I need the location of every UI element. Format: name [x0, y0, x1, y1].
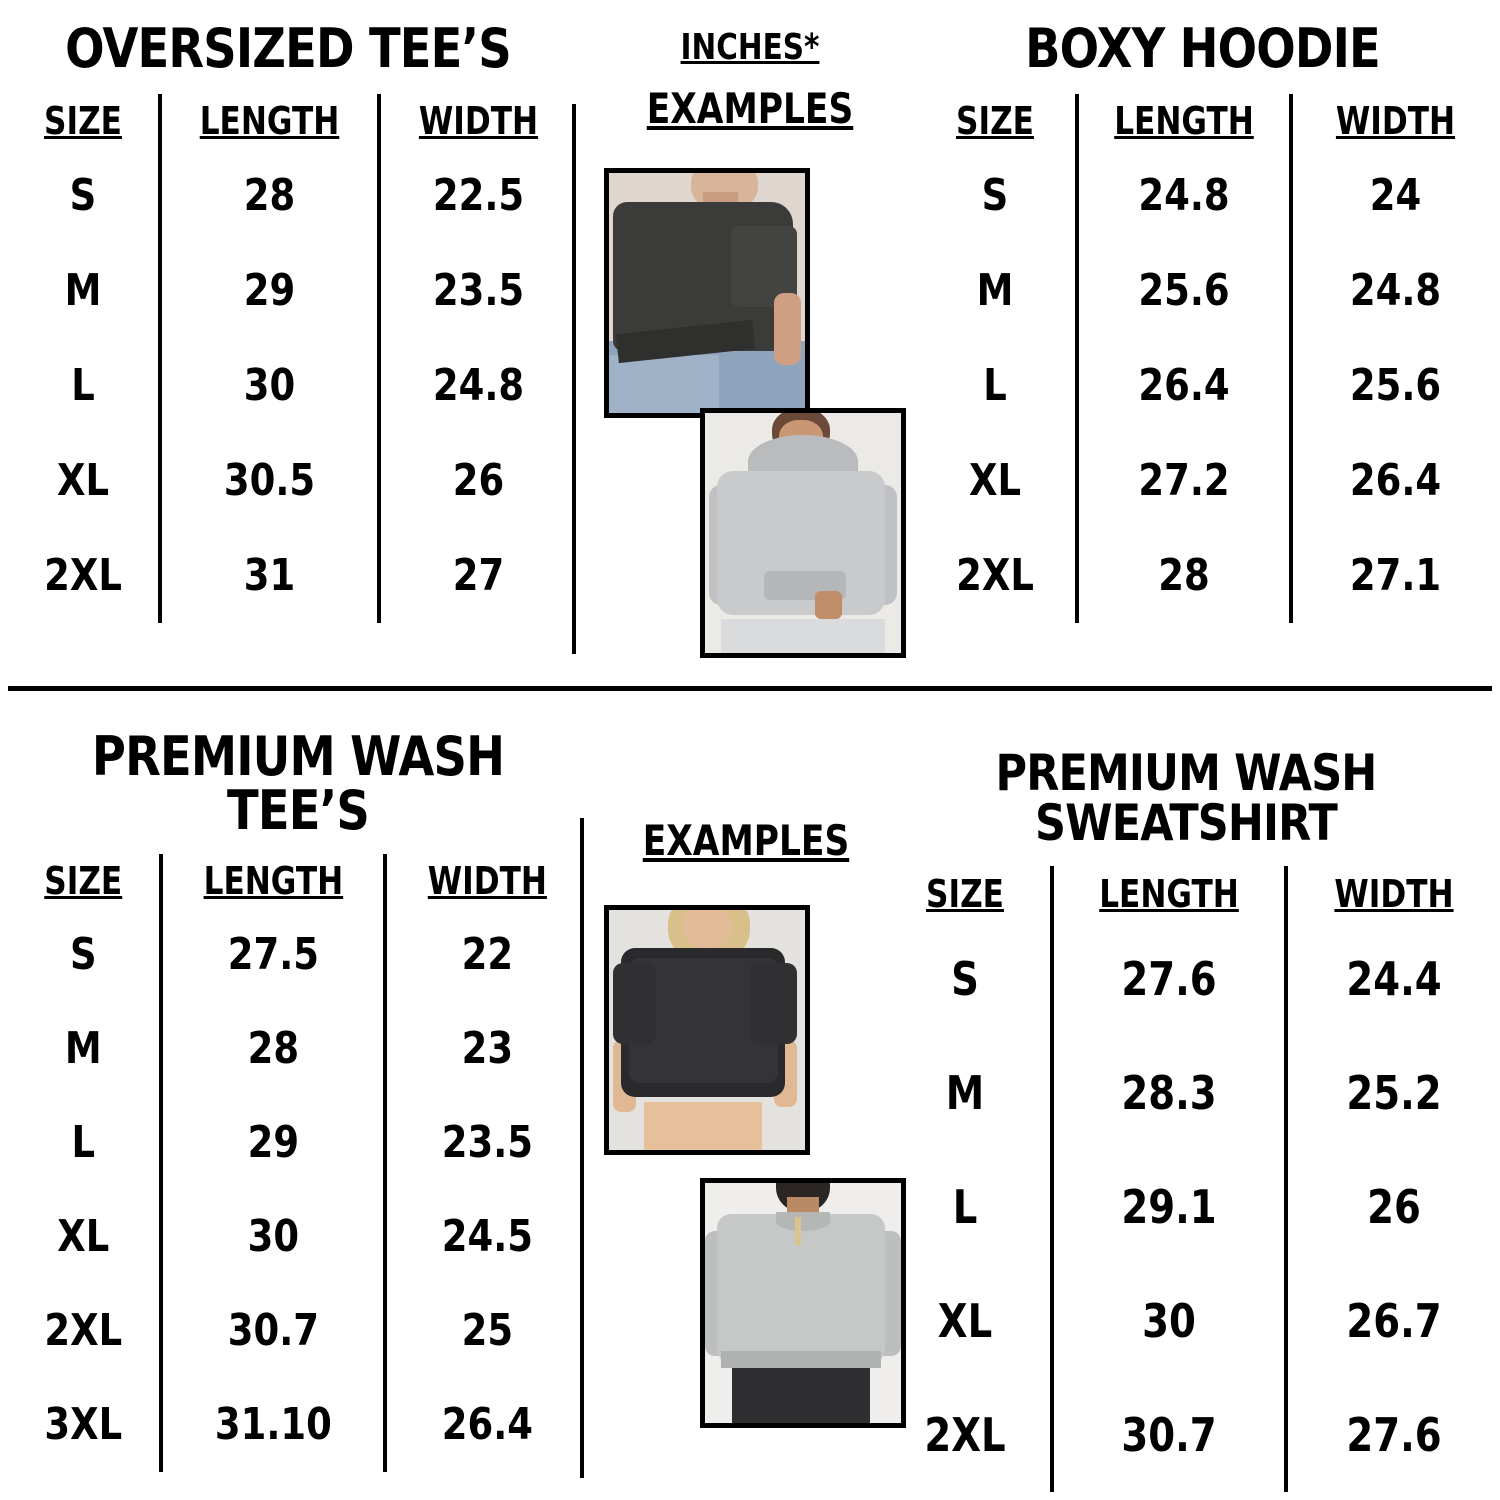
table-row [915, 528, 1498, 623]
divider-bottom-left [580, 818, 584, 1478]
cell-width: 26.4 [442, 1399, 534, 1450]
cell-length: 29 [243, 264, 296, 316]
cell-width: 26 [1367, 1180, 1421, 1234]
cell-length: 25.6 [1138, 264, 1230, 316]
oversized-tee-title: OVERSIZED TEE’S [65, 17, 511, 80]
cell-size: L [952, 1180, 978, 1234]
photo-premium-wash-sweatshirt-art [705, 1183, 901, 1423]
divider-top-left [572, 104, 576, 654]
cell-width: 27 [452, 549, 505, 601]
cell-length: 28 [247, 1023, 299, 1074]
cell-size: 2XL [924, 1408, 1006, 1462]
cell-width: 26.4 [1349, 454, 1442, 506]
cell-length: 30.7 [227, 1305, 319, 1356]
panel-bottom-examples [596, 816, 896, 865]
panel-premium-wash-tee [8, 725, 588, 1472]
col-head-width: WIDTH [428, 859, 548, 903]
premium-wash-sweatshirt-title: PREMIUM WASH SWEATSHIRT [995, 744, 1377, 852]
examples-label-top: EXAMPLES [646, 84, 854, 133]
cell-length: 28 [1158, 549, 1210, 601]
cell-size: S [69, 929, 97, 980]
cell-size: L [983, 359, 1007, 411]
cell-length: 30.5 [223, 454, 316, 506]
cell-length: 30 [1142, 1294, 1196, 1348]
cell-size: 3XL [44, 1399, 123, 1450]
table-row [880, 1378, 1500, 1492]
table-row [915, 338, 1498, 433]
cell-size: L [71, 359, 95, 411]
col-head-length: LENGTH [203, 859, 343, 903]
cell-length: 30 [247, 1211, 299, 1262]
cell-length: 30.7 [1121, 1408, 1217, 1462]
cell-width: 24 [1369, 169, 1422, 221]
table-row [880, 922, 1500, 1036]
panel-oversized-tee [8, 17, 568, 623]
table-row [915, 243, 1498, 338]
cell-width: 22 [461, 929, 514, 980]
table-row [8, 148, 576, 243]
col-head-size: SIZE [956, 99, 1034, 143]
cell-width: 27.6 [1346, 1408, 1442, 1462]
cell-width: 26 [452, 454, 505, 506]
table-row [8, 243, 576, 338]
table-row [8, 528, 576, 623]
cell-size: L [71, 1117, 96, 1168]
photo-oversized-tee [604, 168, 810, 418]
table-row [8, 1190, 588, 1284]
col-head-length: LENGTH [1114, 99, 1254, 143]
panel-top-examples [590, 22, 910, 133]
table-row [8, 1096, 588, 1190]
cell-width: 27.1 [1349, 549, 1442, 601]
boxy-hoodie-table [915, 94, 1498, 623]
table-row [8, 433, 576, 528]
cell-width: 26.7 [1346, 1294, 1442, 1348]
examples-label-bottom: EXAMPLES [642, 816, 850, 865]
cell-size: XL [56, 454, 110, 506]
cell-size: XL [968, 454, 1022, 506]
cell-size: M [64, 1023, 102, 1074]
cell-length: 30 [243, 359, 296, 411]
cell-length: 31.10 [214, 1399, 332, 1450]
table-row [915, 433, 1498, 528]
premium-wash-tee-table [8, 854, 588, 1472]
cell-size: M [976, 264, 1014, 316]
col-head-size: SIZE [926, 872, 1004, 916]
table-row [8, 1284, 588, 1378]
cell-width: 22.5 [432, 169, 525, 221]
table-header-row [915, 94, 1498, 148]
col-head-length: LENGTH [1099, 872, 1239, 916]
premium-wash-sweatshirt-table [880, 866, 1500, 1492]
cell-size: 2XL [44, 549, 122, 601]
panel-premium-wash-sweatshirt [880, 744, 1492, 1492]
cell-width: 23.5 [432, 264, 525, 316]
photo-premium-wash-tee-art [609, 910, 805, 1150]
premium-wash-tee-title: PREMIUM WASH TEE’S [91, 725, 505, 842]
cell-length: 26.4 [1138, 359, 1230, 411]
cell-size: XL [57, 1211, 110, 1262]
cell-length: 28 [243, 169, 296, 221]
cell-size: S [69, 169, 97, 221]
oversized-tee-table [8, 94, 576, 623]
table-row [8, 908, 588, 1002]
cell-width: 25.6 [1349, 359, 1442, 411]
cell-length: 24.8 [1138, 169, 1230, 221]
cell-width: 24.5 [442, 1211, 534, 1262]
cell-size: M [64, 264, 102, 316]
table-row [8, 1002, 588, 1096]
cell-width: 24.8 [1349, 264, 1442, 316]
cell-size: XL [937, 1294, 993, 1348]
cell-length: 27.2 [1138, 454, 1230, 506]
cell-width: 23 [461, 1023, 514, 1074]
boxy-hoodie-title: BOXY HOODIE [1025, 17, 1380, 80]
units-note: INCHES* [680, 27, 820, 68]
photo-premium-wash-tee [604, 905, 810, 1155]
cell-length: 29 [247, 1117, 299, 1168]
table-row [8, 1378, 588, 1472]
cell-length: 31 [243, 549, 296, 601]
table-row [8, 338, 576, 433]
table-row [880, 1036, 1500, 1150]
panel-boxy-hoodie [915, 17, 1490, 623]
col-head-size: SIZE [44, 859, 123, 903]
cell-size: S [951, 952, 979, 1006]
col-head-width: WIDTH [418, 99, 539, 143]
col-head-size: SIZE [44, 99, 122, 143]
table-header-row [8, 94, 576, 148]
cell-length: 29.1 [1121, 1180, 1217, 1234]
cell-width: 25.2 [1346, 1066, 1442, 1120]
photo-premium-wash-sweatshirt [700, 1178, 906, 1428]
table-row [880, 1150, 1500, 1264]
photo-boxy-hoodie [700, 408, 906, 658]
cell-length: 28.3 [1121, 1066, 1217, 1120]
cell-size: 2XL [44, 1305, 123, 1356]
col-head-width: WIDTH [1334, 872, 1454, 916]
photo-boxy-hoodie-art [705, 413, 901, 653]
cell-size: M [945, 1066, 985, 1120]
cell-size: S [981, 169, 1009, 221]
table-header-row [880, 866, 1500, 922]
cell-width: 24.8 [432, 359, 525, 411]
table-header-row [8, 854, 588, 908]
cell-length: 27.5 [227, 929, 319, 980]
table-row [880, 1264, 1500, 1378]
cell-width: 25 [461, 1305, 514, 1356]
table-row [915, 148, 1498, 243]
photo-oversized-tee-art [609, 173, 805, 413]
col-head-length: LENGTH [199, 99, 340, 143]
cell-width: 23.5 [442, 1117, 534, 1168]
cell-size: 2XL [956, 549, 1034, 601]
cell-width: 24.4 [1346, 952, 1442, 1006]
section-divider [8, 686, 1492, 691]
col-head-width: WIDTH [1335, 99, 1456, 143]
cell-length: 27.6 [1121, 952, 1217, 1006]
